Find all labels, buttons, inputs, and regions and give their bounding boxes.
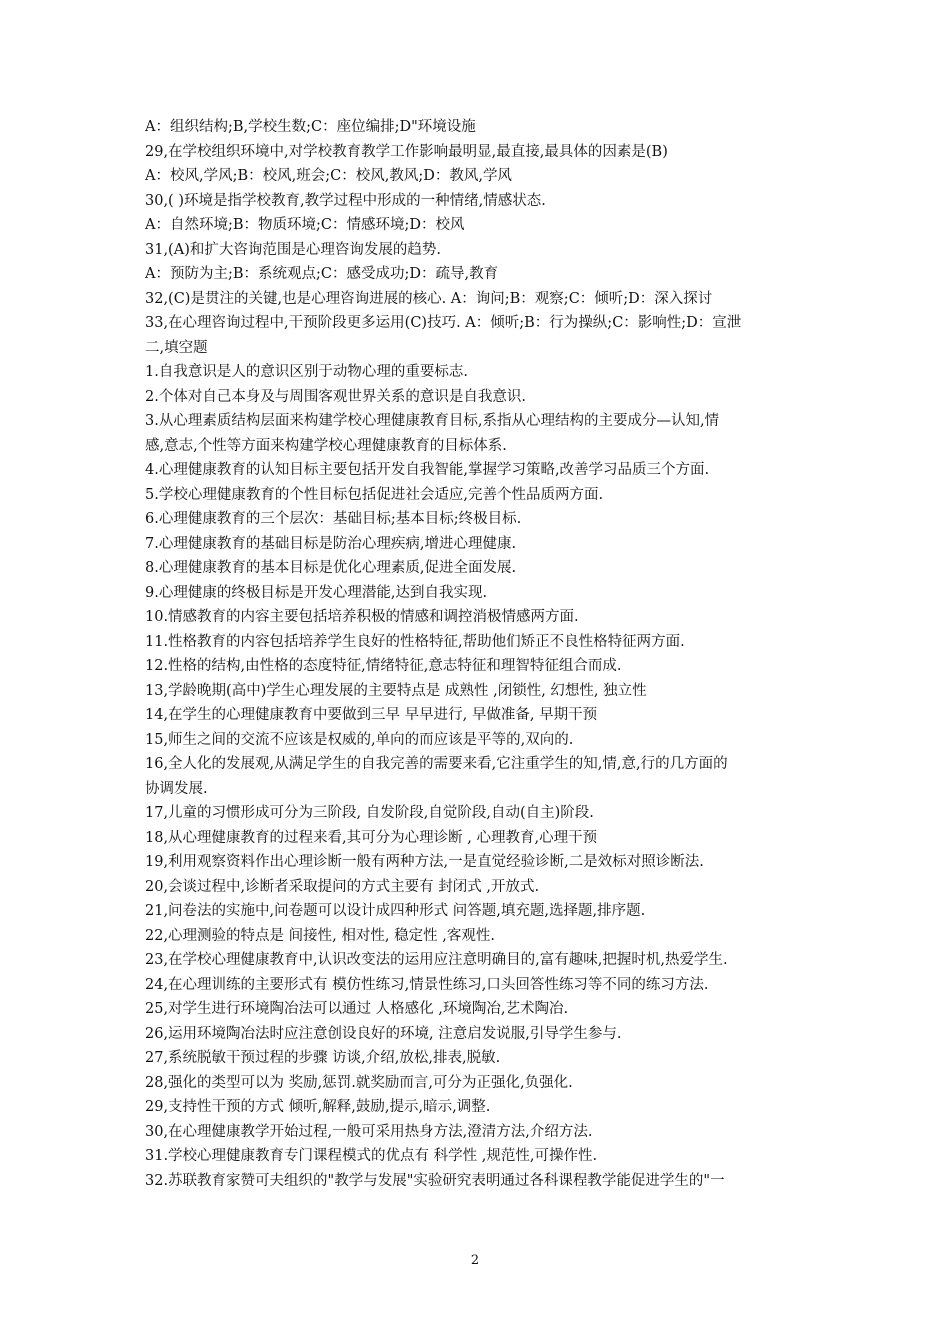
text-line: A：自然环境;B：物质环境;C：情感环境;D：校风 [145, 217, 465, 233]
text-line: 28,强化的类型可以为 奖励,惩罚.就奖励而言,可分为正强化,负强化. [145, 1074, 573, 1091]
text-line: 20,会谈过程中,诊断者采取提问的方式主要有 封闭式 ,开放式. [145, 878, 540, 895]
text-line: 22,心理测验的特点是 间接性, 相对性, 稳定性 ,客观性. [145, 927, 495, 944]
text-line: 15,师生之间的交流不应该是权威的,单向的而应该是平等的,双向的. [145, 731, 574, 748]
text-line: 17,儿童的习惯形成可分为三阶段, 自发阶段,自觉阶段,自动(自主)阶段. [145, 805, 594, 821]
text-line: 9.心理健康的终极目标是开发心理潜能,达到自我实现. [145, 584, 488, 601]
document-body [145, 115, 810, 1193]
text-line: 7.心理健康教育的基础目标是防治心理疾病,增进心理健康. [145, 535, 517, 552]
text-line: 6.心理健康教育的三个层次：基础目标;基本目标;终极目标. [145, 511, 522, 527]
text-line: 33,在心理咨询过程中,干预阶段更多运用(C)技巧. A：倾听;B：行为操纵;C：影响性;D：宣泄 [145, 315, 742, 331]
text-line: 29,支持性干预的方式 倾听,解释,鼓励,提示,暗示,调整. [145, 1099, 491, 1115]
text-line: 13,学龄晚期(高中)学生心理发展的主要特点是 成熟性 ,闭锁性, 幻想性, 独立性 [145, 682, 647, 699]
text-line: 25,对学生进行环境陶冶法可以通过 人格感化 ,环境陶冶,艺术陶冶. [145, 1001, 569, 1017]
text-line: 32,(C)是贯注的关键,也是心理咨询进展的核心. A：询问;B：观察;C：倾听;D：深入探讨 [145, 290, 713, 307]
text-line: 二,填空题 [145, 339, 208, 356]
text-line: 协调发展. [145, 780, 208, 797]
text-line: A：预防为主;B：系统观点;C：感受成功;D：疏导,教育 [145, 266, 499, 282]
text-line: 2.个体对自己本身及与周围客观世界关系的意识是自我意识. [145, 388, 526, 405]
text-line: 3.从心理素质结构层面来构建学校心理健康教育目标,系指从心理结构的主要成分—认知,情 [145, 413, 720, 429]
text-line: 31,(A)和扩大咨询范围是心理咨询发展的趋势. [145, 241, 441, 258]
text-line: 30,( )环境是指学校教育,教学过程中形成的一种情绪,情感状态. [145, 192, 546, 209]
text-line: 4.心理健康教育的认知目标主要包括开发自我智能,掌握学习策略,改善学习品质三个方面. [145, 462, 710, 478]
text-line: 21,问卷法的实施中,问卷题可以设计成四种形式 问答题,填充题,选择题,排序题. [145, 903, 646, 919]
text-line: 5.学校心理健康教育的个性目标包括促进社会适应,完善个性品质两方面. [145, 486, 604, 503]
text-line: 24,在心理训练的主要形式有 模仿性练习,情景性练习,口头回答性练习等不同的练习方法. [145, 976, 709, 993]
text-line: 11.性格教育的内容包括培养学生良好的性格特征,帮助他们矫正不良性格特征两方面. [145, 633, 685, 650]
text-line: 19,利用观察资料作出心理诊断一般有两种方法,一是直觉经验诊断,二是效标对照诊断法. [145, 854, 704, 870]
text-line: 18,从心理健康教育的过程来看,其可分为心理诊断 , 心理教育,心理干预 [145, 829, 598, 846]
text-line: 32.苏联教育家赞可夫组织的"教学与发展"实验研究表明通过各科课程教学能促进学生的"一 [145, 1172, 725, 1189]
text-line: 14,在学生的心理健康教育中要做到三早 早早进行, 早做准备, 早期干预 [145, 707, 598, 723]
page-number: 2 [470, 1253, 480, 1268]
text-line: 10.情感教育的内容主要包括培养积极的情感和调控消极情感两方面. [145, 609, 579, 625]
text-line: 31.学校心理健康教育专门课程模式的优点有 科学性 ,规范性,可操作性. [145, 1148, 598, 1164]
text-line: 感,意志,个性等方面来构建学校心理健康教育的目标体系. [145, 437, 507, 454]
text-line: 26,运用环境陶冶法时应注意创设良好的环境, 注意启发说服,引导学生参与. [145, 1025, 622, 1042]
text-line: 27,系统脱敏干预过程的步骤 访谈,介绍,放松,排表,脱敏. [145, 1050, 501, 1066]
text-line: 12.性格的结构,由性格的态度特征,情绪特征,意志特征和理智特征组合而成. [145, 658, 622, 674]
text-line: 8.心理健康教育的基本目标是优化心理素质,促进全面发展. [145, 560, 517, 576]
text-line: 29,在学校组织环境中,对学校教育教学工作影响最明显,最直接,最具体的因素是(B) [145, 143, 668, 160]
text-line: A：组织结构;B,学校生数;C：座位编排;D"环境设施 [145, 119, 476, 135]
text-line: 23,在学校心理健康教育中,认识改变法的运用应注意明确目的,富有趣味,把握时机,热爱学生. [145, 952, 728, 968]
text-line: 16,全人化的发展观,从满足学生的自我完善的需要来看,它注重学生的知,情,意,行的几方面的 [145, 756, 728, 772]
text-line: 30,在心理健康教学开始过程,一般可采用热身方法,澄清方法,介绍方法. [145, 1123, 593, 1140]
text-line: 1.自我意识是人的意识区别于动物心理的重要标志. [145, 364, 468, 380]
text-line: A：校风,学风;B：校风,班会;C：校风,教风;D：教风,学风 [145, 168, 512, 184]
